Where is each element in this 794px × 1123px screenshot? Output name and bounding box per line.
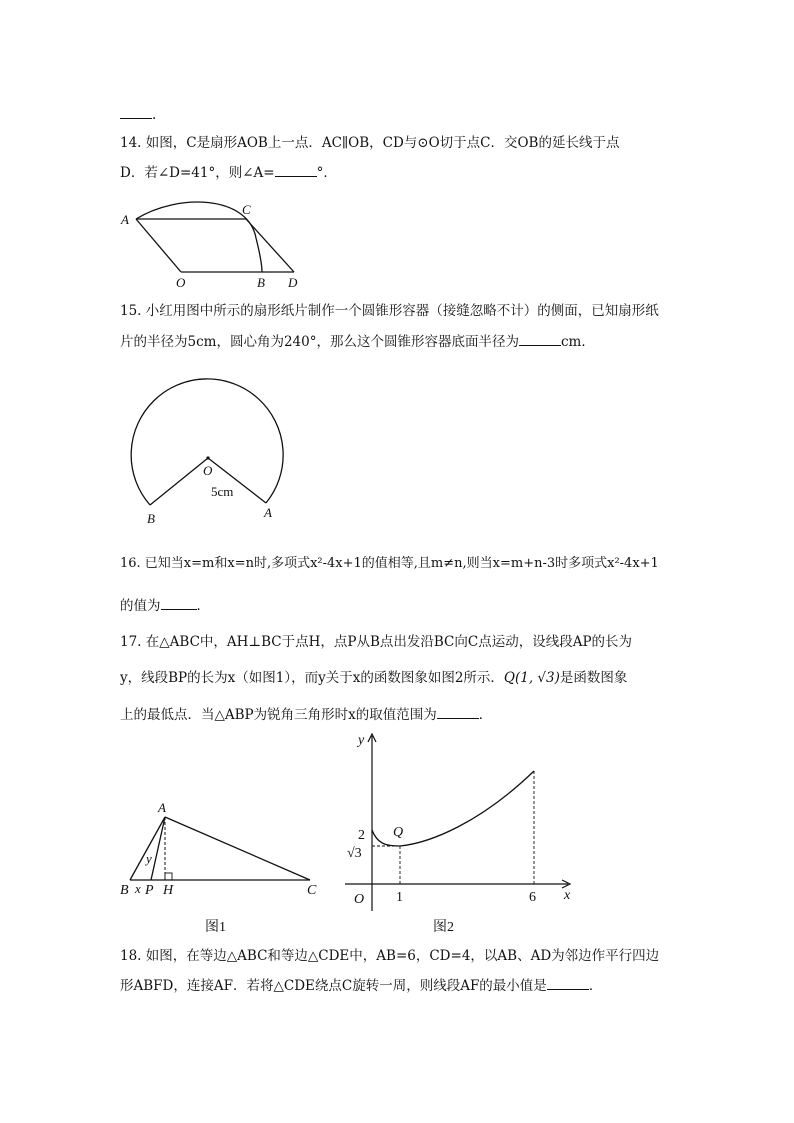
- label-p: P: [145, 883, 154, 898]
- label-radius: 5cm: [211, 484, 234, 499]
- label-h: H: [163, 883, 174, 898]
- q17-figure1-triangle: [118, 795, 333, 945]
- q16-text-line2: 的值为 ．: [120, 598, 210, 614]
- q17-text-line3: 上的最低点．当△ABP为锐角三角形时x的取值范围为 ．: [120, 707, 493, 723]
- label-b: B: [120, 883, 129, 898]
- answer-blank: [120, 106, 152, 119]
- label-d: D: [288, 275, 298, 290]
- tick-label-y-sqrt3: √3: [347, 846, 362, 861]
- q17-figure2-graph: [340, 728, 580, 938]
- segment-ao: [136, 219, 181, 272]
- label-c: C: [242, 202, 251, 217]
- q15-text-line1: 15. 小红用图中所示的扇形纸片制作一个圆锥形容器（接缝忽略不计）的侧面，已知扇形纸: [120, 303, 659, 319]
- label-y: y: [146, 851, 152, 866]
- segment-ab: [130, 817, 165, 880]
- q14-text-line2: D．若∠D=41°，则∠A= °．: [120, 165, 337, 181]
- q18-text-line1: 18. 如图，在等边△ABC和等边△CDE中，AB=6，CD=4，以AB、AD为邻边作平行四边: [120, 948, 660, 964]
- answer-blank: [547, 977, 589, 990]
- answer-blank: [275, 164, 317, 177]
- center-dot: [206, 456, 209, 459]
- right-angle-mark: [165, 873, 172, 880]
- label-a: A: [158, 800, 166, 815]
- tick-label-y-2: 2: [358, 828, 365, 843]
- tick-label-x-1: 1: [396, 890, 403, 905]
- radius-ob: [150, 458, 208, 505]
- caption-fig2: 图2: [433, 920, 454, 935]
- q14-text-line1: 14. 如图，C是扇形AOB上一点．AC∥OB，CD与⊙O切于点C．交OB的延长线于点: [120, 135, 620, 151]
- segment-ac: [165, 817, 310, 880]
- q14-sector-figure: [118, 198, 318, 288]
- label-a: A: [121, 212, 129, 227]
- label-o: O: [203, 463, 213, 478]
- answer-blank: [519, 333, 561, 346]
- label-q: Q: [393, 825, 404, 840]
- q15-sector-figure: [128, 385, 298, 535]
- label-b: B: [147, 511, 155, 526]
- answer-blank: [161, 597, 197, 610]
- label-a: A: [264, 505, 272, 520]
- q13-answer-line: .: [120, 106, 156, 124]
- segment-ap: [151, 817, 165, 880]
- q18-text-line2: 形ABFD，连接AF．若将△CDE绕点C旋转一周，则线段AF的最小值是 ．: [120, 978, 603, 994]
- point-q-expression: Q(1, √3): [503, 670, 560, 686]
- label-o: O: [176, 275, 186, 290]
- q16-text-line1: 16. 已知当x=m和x=n时,多项式x²-4x+1的值相等,且m≠n,则当x=m+n-3时多项式x²-4x+1: [120, 556, 659, 571]
- label-c: C: [307, 883, 317, 898]
- q15-text-line2: 片的半径为5cm，圆心角为240°，那么这个圆锥形容器底面半径为 cm．: [120, 334, 595, 350]
- label-origin: O: [354, 892, 365, 907]
- q17-text-line1: 17. 在△ABC中，AH⊥BC于点H，点P从B点出发沿BC向C点运动，设线段AP的长为: [120, 634, 633, 650]
- sector-arc: [131, 379, 283, 505]
- tick-label-x-6: 6: [529, 890, 536, 905]
- label-y-axis: y: [358, 733, 365, 748]
- label-x-axis: x: [564, 888, 571, 903]
- label-x: x: [135, 881, 141, 896]
- label-b: B: [257, 275, 265, 290]
- segment-cd: [246, 219, 294, 272]
- caption-fig1: 图1: [205, 920, 226, 935]
- answer-blank: [437, 706, 479, 719]
- q17-text-line2: y，线段BP的长为x（如图1），而y关于x的函数图象如图2所示．Q(1, √3)是函数图象: [120, 670, 628, 686]
